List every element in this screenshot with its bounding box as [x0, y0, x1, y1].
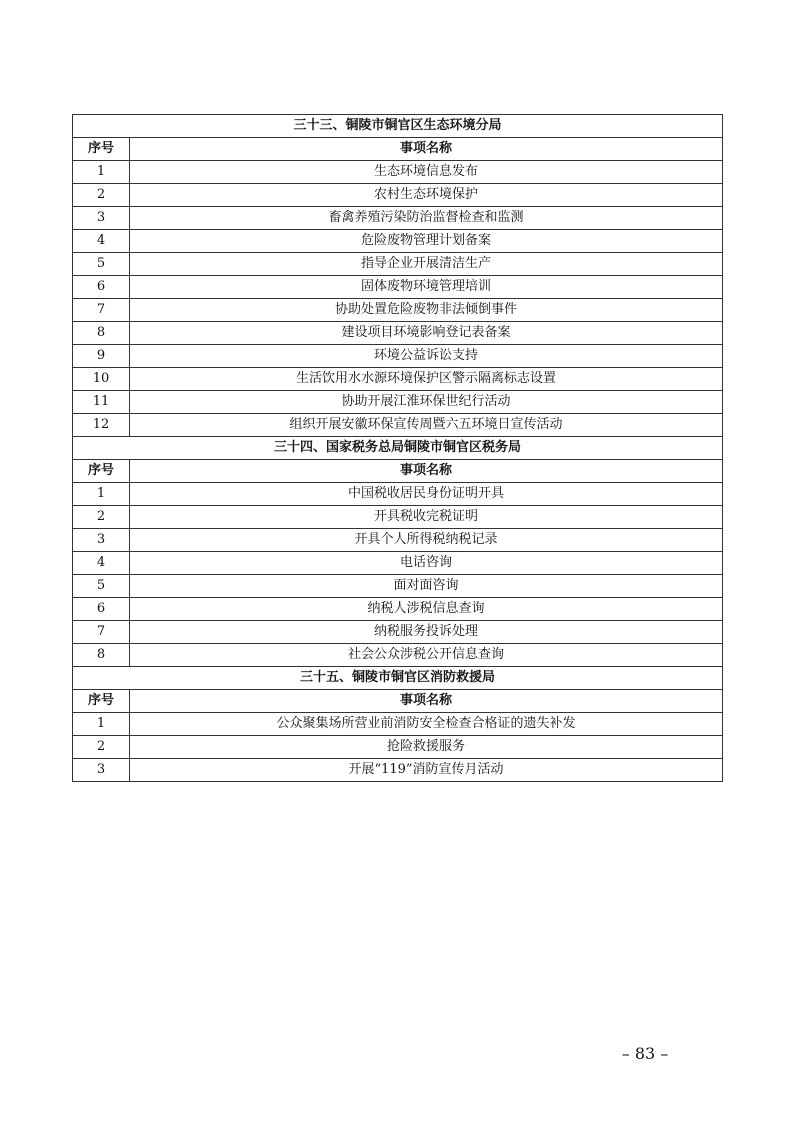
table-row: [73, 230, 723, 253]
table-row: [73, 552, 723, 575]
row-index-cell: 8: [73, 322, 130, 345]
section-title: 三十三、铜陵市铜官区生态环境分局: [73, 115, 723, 138]
row-name-cell: 生活饮用水水源环境保护区警示隔离标志设置: [130, 368, 723, 391]
section-title: 三十四、国家税务总局铜陵市铜官区税务局: [73, 437, 723, 460]
table-header-row: [73, 460, 723, 483]
row-name-cell: 开具个人所得税纳税记录: [130, 529, 723, 552]
table-row: [73, 736, 723, 759]
section-title-row: [73, 115, 723, 138]
row-name-cell: 中国税收居民身份证明开具: [130, 483, 723, 506]
row-index-cell: 4: [73, 230, 130, 253]
column-header-index: 序号: [73, 690, 130, 713]
section-title-row: [73, 667, 723, 690]
row-index-cell: 7: [73, 299, 130, 322]
table-header-row: [73, 138, 723, 161]
table-row: [73, 713, 723, 736]
row-index-cell: 2: [73, 736, 130, 759]
column-header-name: 事项名称: [130, 460, 723, 483]
table-row: [73, 253, 723, 276]
row-index-cell: 6: [73, 598, 130, 621]
column-header-index: 序号: [73, 138, 130, 161]
row-name-cell: 建设项目环境影响登记表备案: [130, 322, 723, 345]
page-number: – 83 –: [621, 1044, 669, 1063]
table-row: [73, 575, 723, 598]
row-index-cell: 2: [73, 184, 130, 207]
row-name-cell: 社会公众涉税公开信息查询: [130, 644, 723, 667]
row-name-cell: 协助处置危险废物非法倾倒事件: [130, 299, 723, 322]
row-index-cell: 2: [73, 506, 130, 529]
table-row: [73, 391, 723, 414]
row-index-cell: 11: [73, 391, 130, 414]
table-body: [73, 115, 723, 782]
section-title: 三十五、铜陵市铜官区消防救援局: [73, 667, 723, 690]
row-name-cell: 畜禽养殖污染防治监督检查和监测: [130, 207, 723, 230]
row-index-cell: 6: [73, 276, 130, 299]
row-index-cell: 1: [73, 483, 130, 506]
row-name-cell: 农村生态环境保护: [130, 184, 723, 207]
column-header-name: 事项名称: [130, 690, 723, 713]
row-name-cell: 开具税收完税证明: [130, 506, 723, 529]
row-index-cell: 3: [73, 207, 130, 230]
table-row: [73, 345, 723, 368]
row-name-cell: 环境公益诉讼支持: [130, 345, 723, 368]
row-name-cell: 协助开展江淮环保世纪行活动: [130, 391, 723, 414]
row-index-cell: 3: [73, 529, 130, 552]
service-items-table: [72, 114, 723, 782]
table-header-row: [73, 690, 723, 713]
column-header-index: 序号: [73, 460, 130, 483]
table-row: [73, 529, 723, 552]
row-name-cell: 电话咨询: [130, 552, 723, 575]
row-index-cell: 12: [73, 414, 130, 437]
row-name-cell: 危险废物管理计划备案: [130, 230, 723, 253]
table-row: [73, 759, 723, 782]
table-row: [73, 598, 723, 621]
row-name-cell: 指导企业开展清洁生产: [130, 253, 723, 276]
table-row: [73, 506, 723, 529]
table-row: [73, 621, 723, 644]
row-index-cell: 7: [73, 621, 130, 644]
row-index-cell: 3: [73, 759, 130, 782]
row-index-cell: 1: [73, 713, 130, 736]
table-row: [73, 322, 723, 345]
table-row: [73, 207, 723, 230]
row-index-cell: 8: [73, 644, 130, 667]
row-index-cell: 9: [73, 345, 130, 368]
table-row: [73, 299, 723, 322]
row-index-cell: 5: [73, 575, 130, 598]
row-name-cell: 开展“119”消防宣传月活动: [130, 759, 723, 782]
row-name-cell: 抢险救援服务: [130, 736, 723, 759]
table-row: [73, 644, 723, 667]
row-name-cell: 固体废物环境管理培训: [130, 276, 723, 299]
table-row: [73, 184, 723, 207]
row-index-cell: 5: [73, 253, 130, 276]
table-row: [73, 368, 723, 391]
section-title-row: [73, 437, 723, 460]
row-name-cell: 面对面咨询: [130, 575, 723, 598]
row-index-cell: 1: [73, 161, 130, 184]
row-index-cell: 4: [73, 552, 130, 575]
row-index-cell: 10: [73, 368, 130, 391]
row-name-cell: 生态环境信息发布: [130, 161, 723, 184]
table-row: [73, 414, 723, 437]
row-name-cell: 组织开展安徽环保宣传周暨六五环境日宣传活动: [130, 414, 723, 437]
table-row: [73, 161, 723, 184]
row-name-cell: 纳税人涉税信息查询: [130, 598, 723, 621]
table-row: [73, 276, 723, 299]
table-row: [73, 483, 723, 506]
column-header-name: 事项名称: [130, 138, 723, 161]
row-name-cell: 公众聚集场所营业前消防安全检查合格证的遗失补发: [130, 713, 723, 736]
row-name-cell: 纳税服务投诉处理: [130, 621, 723, 644]
